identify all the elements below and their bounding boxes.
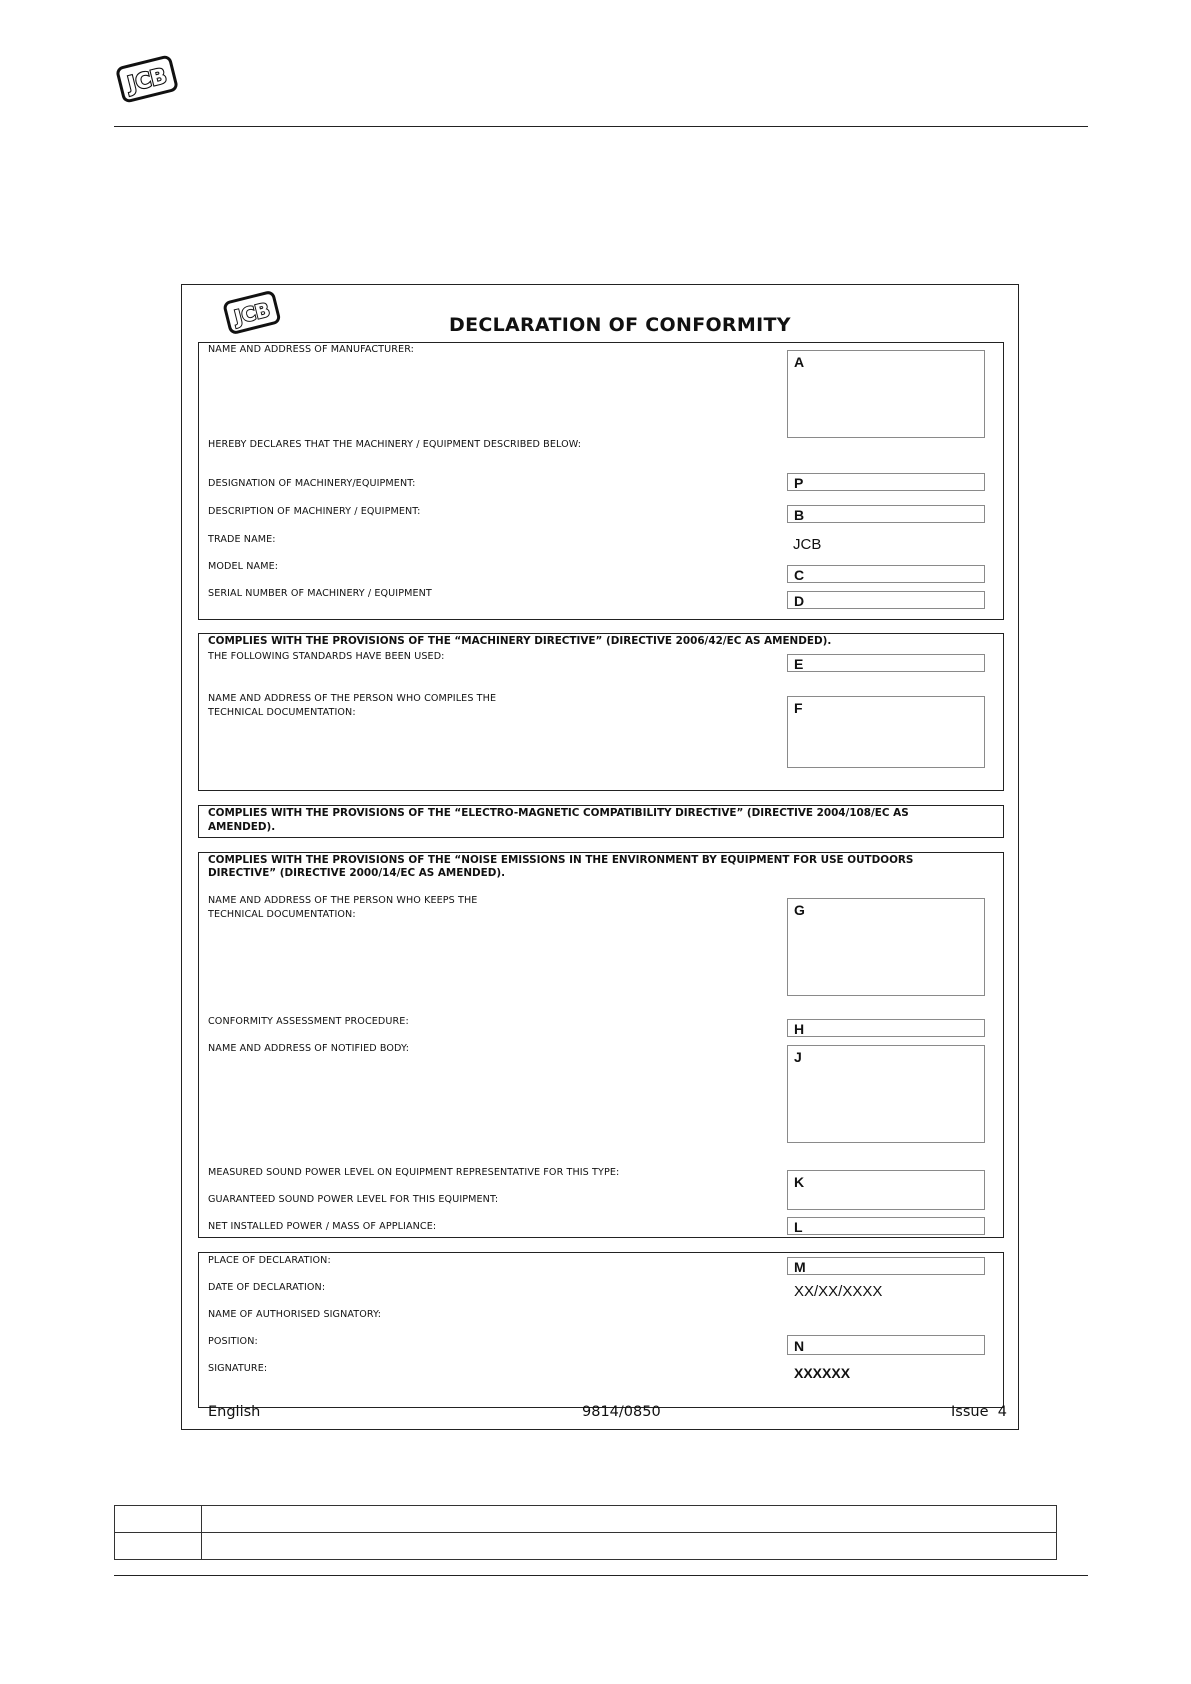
signature-value: XXXXXX bbox=[794, 1365, 851, 1381]
standards-label: THE FOLLOWING STANDARDS HAVE BEEN USED: bbox=[208, 651, 445, 662]
box-letter-b: B bbox=[794, 507, 805, 523]
net-power-box bbox=[787, 1217, 985, 1235]
box-letter-a: A bbox=[794, 354, 805, 370]
trade-name-label: TRADE NAME: bbox=[208, 534, 276, 545]
table-cell bbox=[202, 1506, 1057, 1533]
box-letter-p: P bbox=[794, 475, 804, 491]
sound-level-box bbox=[787, 1170, 985, 1210]
position-box bbox=[787, 1335, 985, 1355]
box-letter-k: K bbox=[794, 1174, 805, 1190]
designation-box bbox=[787, 473, 985, 491]
compiler-label-line-2: TECHNICAL DOCUMENTATION: bbox=[208, 707, 356, 718]
compiler-box bbox=[787, 696, 985, 768]
box-letter-g: G bbox=[794, 902, 805, 918]
declares-text: HEREBY DECLARES THAT THE MACHINERY / EQUIPMENT DESCRIBED BELOW: bbox=[208, 439, 582, 450]
box-letter-j: J bbox=[794, 1049, 802, 1065]
description-label: DESCRIPTION OF MACHINERY / EQUIPMENT: bbox=[208, 506, 421, 517]
table-row bbox=[115, 1533, 1057, 1560]
jcb-logo-text: JCB bbox=[125, 63, 170, 97]
trade-name-value: JCB bbox=[793, 536, 822, 553]
date-label: DATE OF DECLARATION: bbox=[208, 1282, 326, 1293]
noise-heading-line-1: COMPLIES WITH THE PROVISIONS OF THE “NOISE EMISSIONS IN THE ENVIRONMENT BY EQUIPMENT FOR USE OUTDOORS bbox=[208, 854, 914, 866]
table-cell bbox=[202, 1533, 1057, 1560]
footer-language: English bbox=[208, 1404, 261, 1420]
keeper-label-line-1: NAME AND ADDRESS OF THE PERSON WHO KEEPS THE bbox=[208, 895, 478, 906]
form-jcb-logo-text: JCB bbox=[232, 299, 273, 329]
manufacturer-box bbox=[787, 350, 985, 438]
procedure-label: CONFORMITY ASSESSMENT PROCEDURE: bbox=[208, 1016, 409, 1027]
position-label: POSITION: bbox=[208, 1336, 258, 1347]
table-row bbox=[115, 1506, 1057, 1533]
box-letter-f: F bbox=[794, 700, 803, 716]
footer-issue: Issue 4 bbox=[951, 1404, 1007, 1420]
signatory-label: NAME OF AUTHORISED SIGNATORY: bbox=[208, 1309, 382, 1320]
box-letter-h: H bbox=[794, 1021, 805, 1037]
guaranteed-sound-label: GUARANTEED SOUND POWER LEVEL FOR THIS EQUIPMENT: bbox=[208, 1194, 499, 1205]
net-power-label: NET INSTALLED POWER / MASS OF APPLIANCE: bbox=[208, 1221, 437, 1232]
keeper-box bbox=[787, 898, 985, 996]
notified-body-box bbox=[787, 1045, 985, 1143]
table-cell bbox=[115, 1506, 202, 1533]
serial-number-box bbox=[787, 591, 985, 609]
compiler-label-line-1: NAME AND ADDRESS OF THE PERSON WHO COMPILES THE bbox=[208, 693, 497, 704]
table-cell bbox=[115, 1533, 202, 1560]
footer-rule bbox=[114, 1575, 1088, 1576]
designation-label: DESIGNATION OF MACHINERY/EQUIPMENT: bbox=[208, 478, 416, 489]
header-rule bbox=[114, 126, 1088, 127]
noise-heading-line-2: DIRECTIVE” (DIRECTIVE 2000/14/EC AS AMENDED). bbox=[208, 867, 506, 879]
keeper-label-line-2: TECHNICAL DOCUMENTATION: bbox=[208, 909, 356, 920]
description-box bbox=[787, 505, 985, 523]
manufacturer-label: NAME AND ADDRESS OF MANUFACTURER: bbox=[208, 344, 414, 355]
revision-table bbox=[114, 1505, 1057, 1560]
emc-heading-line-2: AMENDED). bbox=[208, 821, 276, 833]
serial-number-label: SERIAL NUMBER OF MACHINERY / EQUIPMENT bbox=[208, 588, 432, 599]
signature-label: SIGNATURE: bbox=[208, 1363, 268, 1374]
box-letter-n: N bbox=[794, 1338, 805, 1354]
procedure-box bbox=[787, 1019, 985, 1037]
box-letter-m: M bbox=[794, 1259, 806, 1275]
jcb-logo bbox=[114, 52, 180, 106]
declaration-section bbox=[198, 1252, 1004, 1408]
notified-body-label: NAME AND ADDRESS OF NOTIFIED BODY: bbox=[208, 1043, 410, 1054]
box-letter-l: L bbox=[794, 1219, 803, 1235]
date-value: XX/XX/XXXX bbox=[794, 1283, 883, 1300]
form-jcb-logo bbox=[222, 288, 282, 338]
form-title: DECLARATION OF CONFORMITY bbox=[449, 314, 791, 336]
measured-sound-label: MEASURED SOUND POWER LEVEL ON EQUIPMENT REPRESENTATIVE FOR THIS TYPE: bbox=[208, 1167, 620, 1178]
machinery-directive-heading: COMPLIES WITH THE PROVISIONS OF THE “MACHINERY DIRECTIVE” (DIRECTIVE 2006/42/EC AS AMENDED). bbox=[208, 635, 832, 647]
footer-doc-number: 9814/0850 bbox=[582, 1404, 661, 1420]
emc-heading-line-1: COMPLIES WITH THE PROVISIONS OF THE “ELECTRO-MAGNETIC COMPATIBILITY DIRECTIVE” (DIRECTIVE 2004/108/EC AS bbox=[208, 807, 909, 819]
model-name-box bbox=[787, 565, 985, 583]
place-box bbox=[787, 1257, 985, 1275]
place-label: PLACE OF DECLARATION: bbox=[208, 1255, 331, 1266]
box-letter-c: C bbox=[794, 567, 805, 583]
box-letter-e: E bbox=[794, 656, 804, 672]
standards-box bbox=[787, 654, 985, 672]
box-letter-d: D bbox=[794, 593, 805, 609]
model-name-label: MODEL NAME: bbox=[208, 561, 279, 572]
